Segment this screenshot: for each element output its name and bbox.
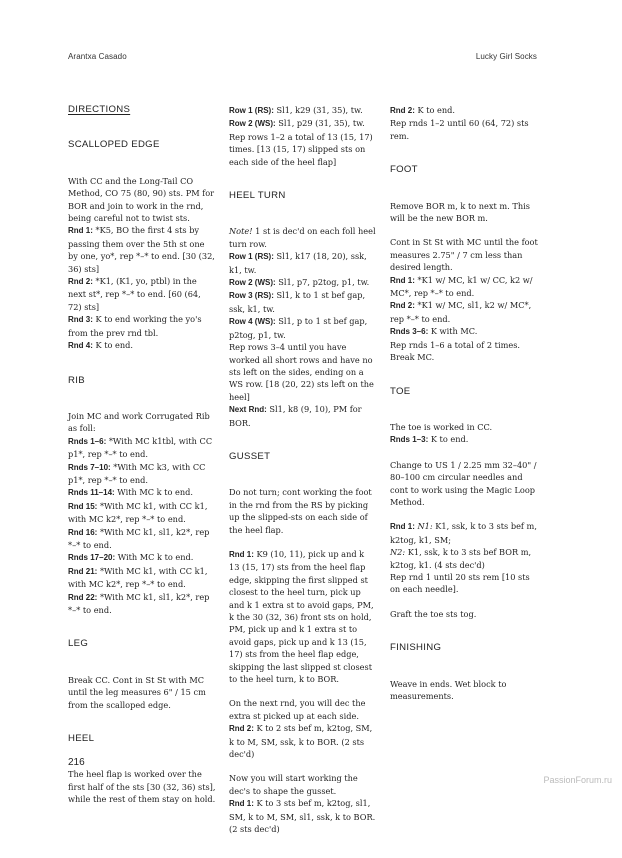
watermark: PassionForum.ru — [543, 775, 612, 785]
foot-section — [390, 164, 538, 363]
scalloped-intro: With CC and the Long-Tail CO Method, CO 75 (80, 90) sts. PM for BOR and join to work in the rnd, being careful not to twist sts. — [68, 175, 215, 224]
instruction-line: Rnds 17–20: With MC k to end. — [68, 552, 194, 563]
instruction-line: Rnd 22: *With MC k1, sl1, k2*, rep *–* to end. — [68, 591, 210, 615]
instruction-line: Rnds 1–6: *With MC k1tbl, with CC p1*, rep *–* to end. — [68, 435, 213, 460]
instruction-line: Rnds 7–10: *With MC k3, with CC p1*, rep *–* to end. — [68, 461, 206, 485]
leg-heading: LEG — [68, 638, 89, 650]
gusset-intro: Do not turn; cont working the foot in the rnd from the RS by picking up the slipped-sts on each side of the heel flap. — [229, 487, 372, 535]
finishing-text: Weave in ends. Wet block to measurements. — [390, 678, 507, 701]
toe-intro: The toe is worked in CC. — [390, 421, 493, 432]
heel-turn-repeat: Rep rows 3–4 until you have worked all short rows and have no sts left on the sides, ending on a WS row. [18 (20, 22) sts left on the heel] — [229, 342, 374, 402]
instruction-line: Rnds 3–6: K with MC. — [390, 326, 478, 337]
toe-repeat: Rep rnd 1 until 20 sts rem [10 sts on each needle]. — [390, 571, 530, 595]
foot-heading: FOOT — [390, 164, 418, 176]
gusset-section — [229, 451, 377, 836]
header-title: Lucky Girl Socks — [475, 52, 537, 61]
instruction-line: Rnd 2: *K1 w/ MC, sl1, k2 w/ MC*, rep *–* to end. — [390, 300, 532, 324]
instruction-line: Row 2 (WS): Sl1, p7, p2tog, p1, tw. — [229, 277, 370, 288]
instruction-line: Rnd 3: K to end working the yo's from the prev rnd tbl. — [68, 314, 202, 338]
finishing-heading: FINISHING — [390, 642, 442, 654]
heel-turn-note: Note! 1 st is dec'd on each foll heel turn row. — [229, 226, 376, 249]
gusset-next: On the next rnd, you will dec the extra st picked up at each side. — [229, 698, 366, 721]
heel-section — [68, 733, 216, 806]
instruction-line: Rnds 11–14: With MC k to end. — [68, 487, 193, 498]
rib-section — [68, 375, 216, 617]
foot-remove: Remove BOR m, k to next m. This will be the new BOR m. — [390, 200, 530, 224]
gusset-now: Now you will start working the dec's to shape the gusset. — [229, 773, 358, 796]
instruction-line: Next Rnd: Sl1, k8 (9, 10), PM for BOR. — [229, 404, 362, 428]
instruction-line: Row 3 (RS): Sl1, k to 1 st bef gap, ssk, k1, tw. — [229, 290, 366, 314]
rib-heading: RIB — [68, 374, 85, 386]
instruction-line: Rnd 1: K9 (10, 11), pick up and k 13 (15, 17) sts from the heel flap edge, skipping the first slipped st closest to the heel turn, pick up and k 1 extra st to avoid gaps, PM, k the 30 (32, 36) front sts on hold, PM, pick up and k 1 extra st to avoid gaps, pick up and k 13 (15, 17) sts from the heel flap edge, skipping the last slipped st closest to the heel turn, k to BOR. — [229, 548, 374, 685]
heel-turn-heading: HEEL TURN — [229, 190, 286, 202]
gusset-continued — [390, 104, 538, 142]
instruction-line: Row 2 (WS): Sl1, p29 (31, 35), tw. — [229, 118, 365, 129]
scalloped-edge-section — [68, 139, 216, 352]
toe-heading: TOE — [390, 385, 411, 397]
instruction-line: Rnd 1: N1: K1, ssk, k to 3 sts bef m, k2tog, k1, SM; — [390, 521, 537, 545]
rib-intro: Join MC and work Corrugated Rib as foll: — [68, 410, 210, 434]
column-3 — [390, 104, 538, 724]
toe-section — [390, 386, 538, 621]
directions-heading: DIRECTIONS — [68, 104, 131, 115]
gusset-heading: GUSSET — [229, 450, 271, 462]
gusset-repeat: Rep rnds 1–2 until 60 (64, 72) sts rem. — [390, 118, 529, 141]
heel-heading: HEEL — [68, 733, 95, 745]
finishing-section — [390, 642, 538, 702]
heel-flap-rows — [229, 104, 377, 168]
column-1 — [68, 104, 216, 828]
instruction-line: Rnd 21: *With MC k1, with CC k1, with MC k2*, rep *–* to end. — [68, 565, 208, 590]
instruction-line: Rnd 2: K to 2 sts bef m, k2tog, SM, k to M, SM, ssk, k to BOR. (2 sts dec'd) — [229, 723, 373, 760]
instruction-line: N2: K1, ssk, k to 3 sts bef BOR m, k2tog, k1. (4 sts dec'd) — [390, 547, 532, 570]
instruction-line: Row 1 (RS): Sl1, k17 (18, 20), ssk, k1, tw. — [229, 251, 367, 275]
heel-flap-repeat: Rep rows 1–2 a total of 13 (15, 17) times. [13 (15, 17) slipped sts on each side of the heel flap] — [229, 131, 373, 167]
page-number: 216 — [68, 757, 85, 768]
instruction-line: Rnd 1: *K5, BO the first 4 sts by passing them over the 5th st one by one, yo*, rep *–* to end. [30 (32, 36) sts] — [68, 225, 215, 274]
column-2 — [229, 104, 377, 858]
instruction-line: Rnds 1–3: K to end. — [390, 434, 469, 445]
instruction-line: Rnd 2: *K1, (K1, yo, ptbl) in the next st*, rep *–* to end. [60 (64, 72) sts] — [68, 276, 201, 312]
foot-cont: Cont in St St with MC until the foot measures 2.75" / 7 cm less than desired length. — [390, 237, 538, 273]
leg-text: Break CC. Cont in St St with MC until the leg measures 6" / 15 cm from the scalloped edge. — [68, 674, 206, 710]
instruction-line: Rnd 15: *With MC k1, with CC k1, with MC k2*, rep *–* to end. — [68, 500, 208, 525]
instruction-line: Row 1 (RS): Sl1, k29 (31, 35), tw. — [229, 105, 363, 115]
leg-section — [68, 638, 216, 711]
foot-repeat: Rep rnds 1–6 a total of 2 times. Break MC. — [390, 339, 520, 363]
header-author: Arantxa Casado — [68, 52, 127, 61]
instruction-line: Rnd 1: K to 3 sts bef m, k2tog, sl1, SM, k to M, SM, sl1, ssk, k to BOR. (2 sts dec'd) — [229, 798, 376, 835]
instruction-line: Rnd 4: K to end. — [68, 340, 133, 351]
scalloped-edge-heading: SCALLOPED EDGE — [68, 139, 160, 151]
instruction-line: Rnd 16: *With MC k1, sl1, k2*, rep *–* to end. — [68, 526, 210, 550]
toe-change: Change to US 1 / 2.25 mm 32–40" / 80–100 cm circular needles and cont to work using the Magic Loop Method. — [390, 459, 537, 507]
toe-graft: Graft the toe sts tog. — [390, 608, 477, 619]
instruction-line: Rnd 2: K to end. — [390, 105, 455, 115]
instruction-line: Rnd 1: *K1 w/ MC, k1 w/ CC, k2 w/ MC*, rep *–* to end. — [390, 274, 533, 299]
instruction-line: Row 4 (WS): Sl1, p to 1 st bef gap, p2tog, p1, tw. — [229, 316, 368, 340]
heel-turn-section — [229, 190, 377, 429]
heel-text: The heel flap is worked over the first half of the sts [30 (32, 36) sts], while the rest of them stay on hold. — [68, 769, 216, 805]
